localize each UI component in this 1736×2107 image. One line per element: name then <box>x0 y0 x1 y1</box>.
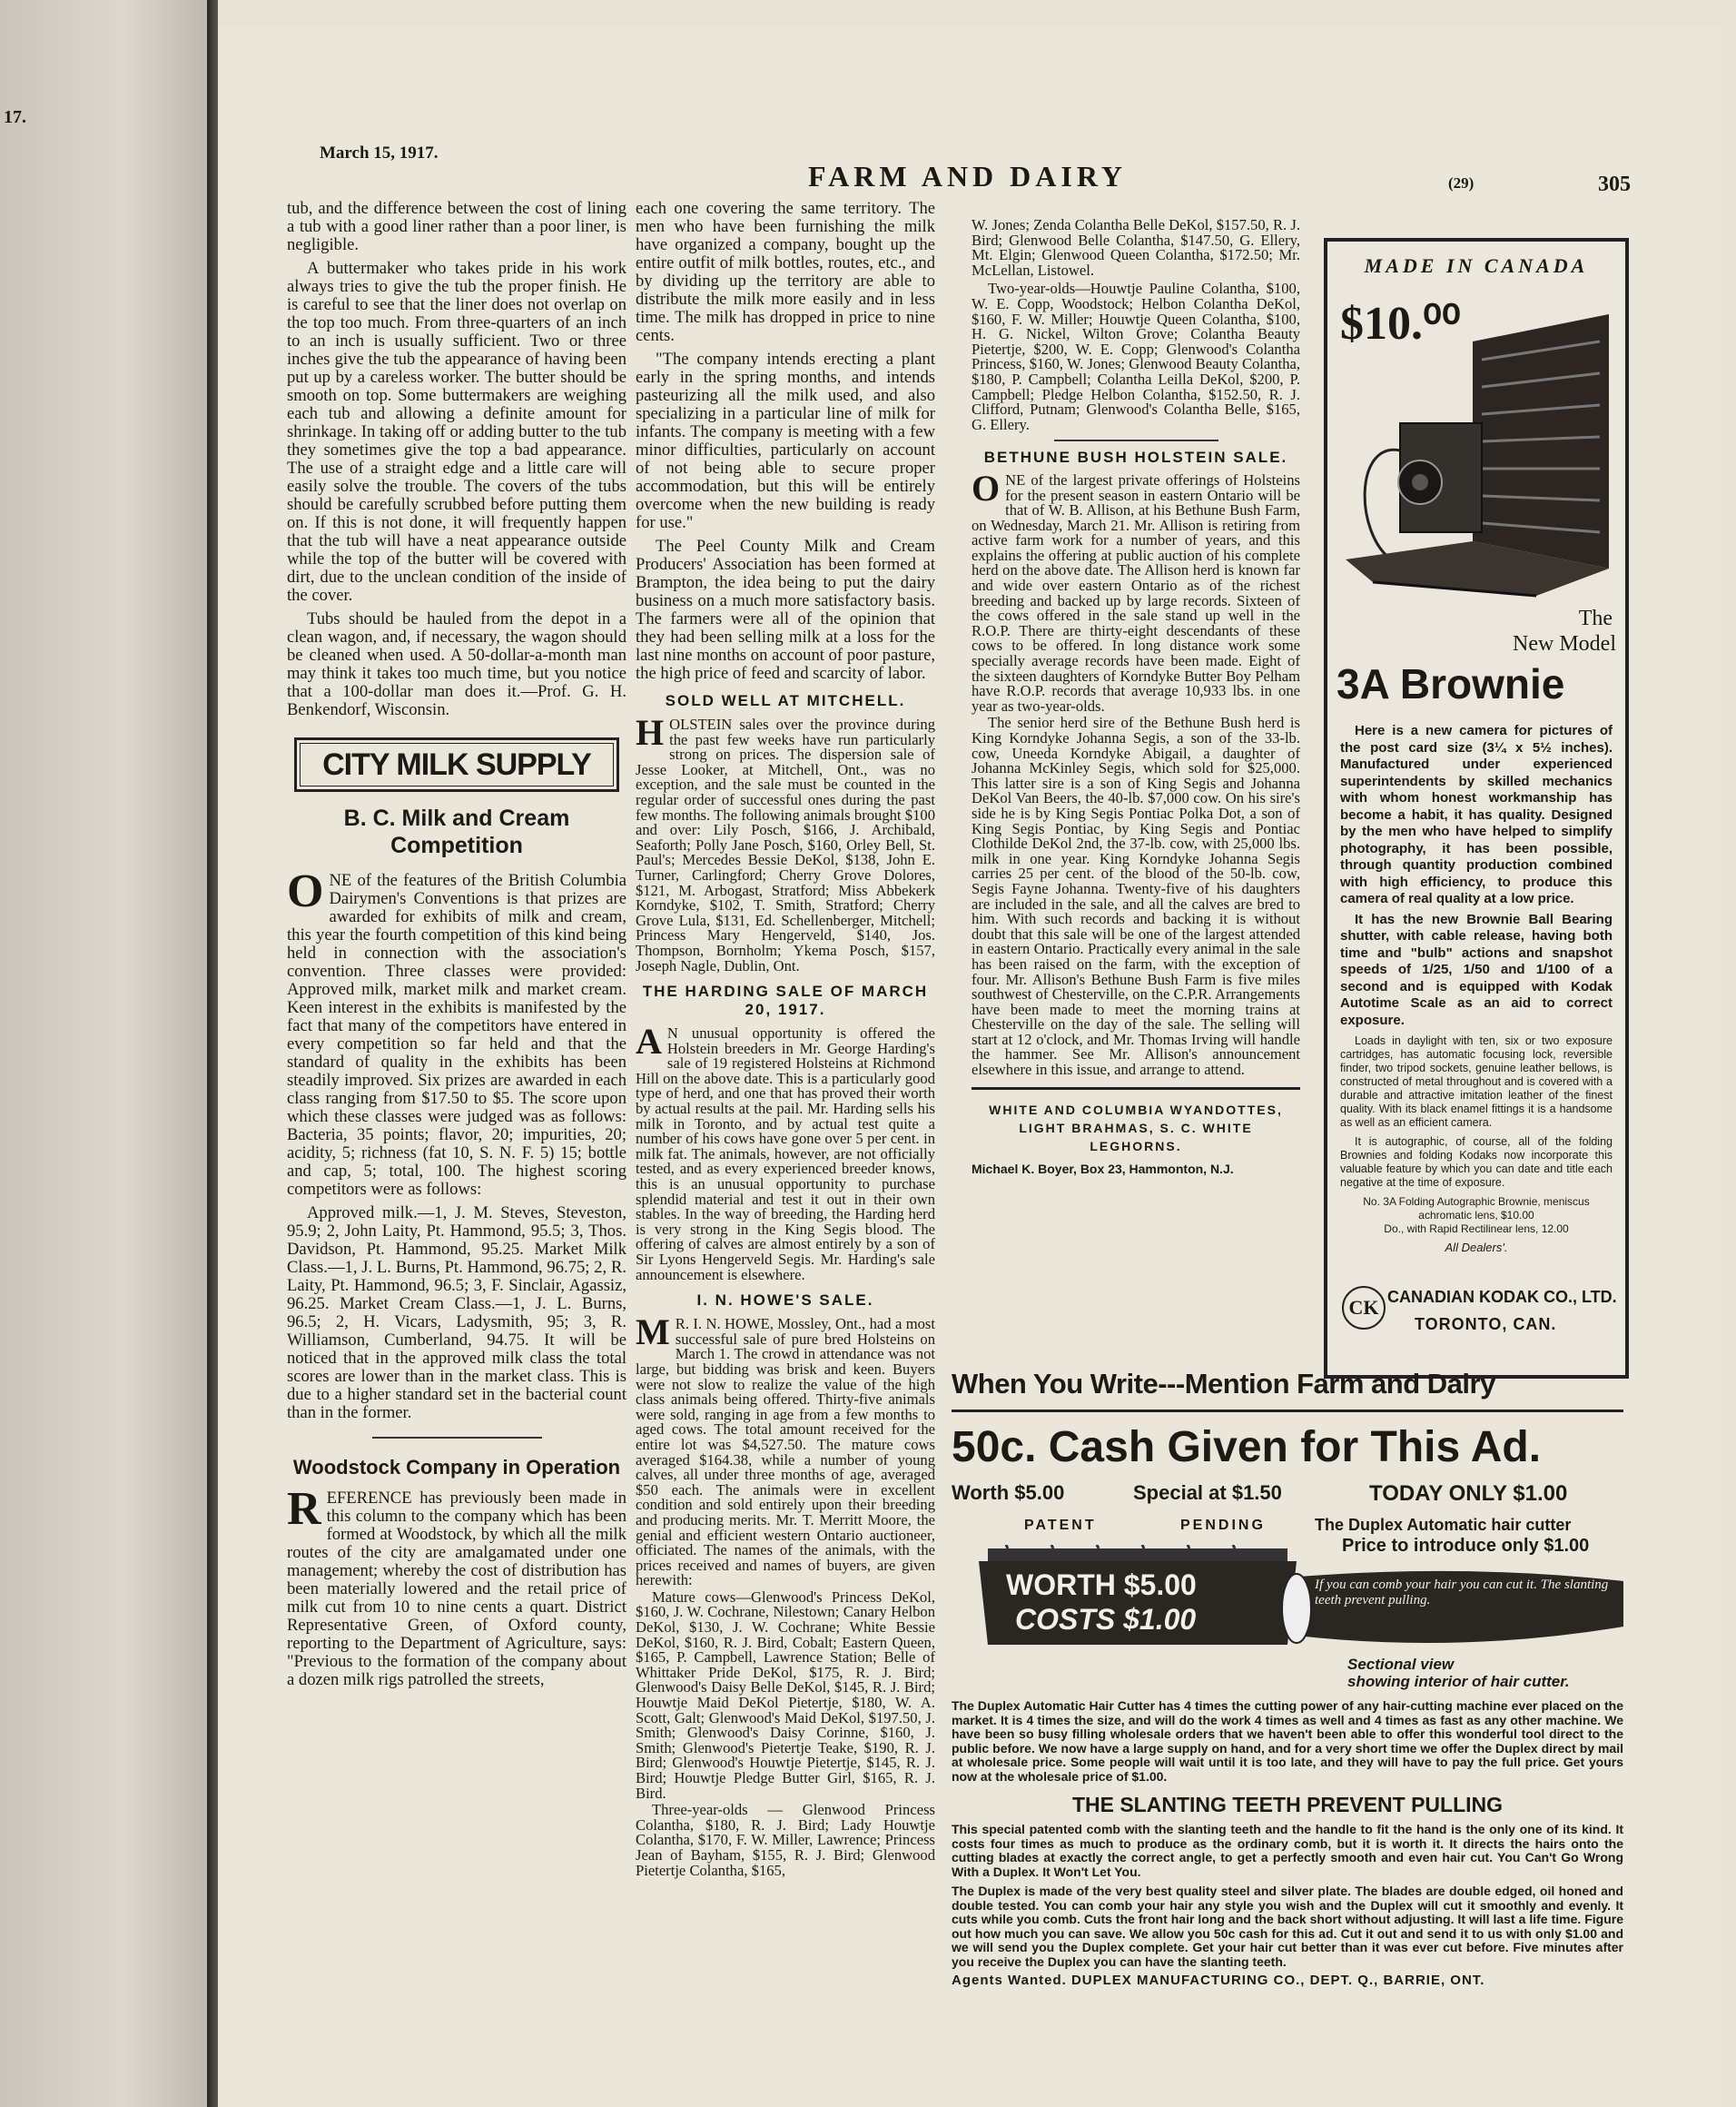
duplex-ad <box>952 1366 1623 1988</box>
duplex-paragraph-1: The Duplex Automatic Hair Cutter has 4 times the cutting power of any hair-cutting machine ever placed on the market. It is 4 times the size, and will do the work 4 times as well and 4 times as fast as any other machine. We have been so busy filling wholesale orders that we haven't been able to offer this wonderful tool direct to the public before. We now have a large supply on hand, and for a very short time we offer the Duplex direct by mail at wholesale price. Some people will wait until it is too late, and they will have to pay the full price. Get yours now at the wholesale price of $1.00. <box>952 1698 1623 1784</box>
heading-howe: I. N. HOWE'S SALE. <box>696 1291 874 1310</box>
duplex-subhead: THE SLANTING TEETH PREVENT PULLING <box>1071 1793 1504 1816</box>
kodak-ad <box>1324 238 1629 1379</box>
bethune-article: ONE of the largest private offerings of Holsteins for the present season in eastern Ontario will be that of W. B. Allison, at his Bethune Bush Farm, on Wednesday, March 21. Mr. Allison is retiring from active farm work for a number of years, and this explains the offering at public auction of his complete herd on the above date. The Allison herd is known far and wide over eastern Ontario as of the richest breeding and backed up by large records. Sixteen of the cows offered in the sale stand up well in the R.O.P. There are thirty-eight descendants of these cows to be offered. In long distance work some specially average records have been made. Eight of the sixteen daughters of Korndyke Butter Boy Pelham have R.O.P. records that average 10,933 lbs. in one year as two-year-olds. The senior herd sire of the Bethune Bush herd is King Korndyke Johanna Segis, a son of the 33-lb. cow, Uneeda Korndyke Abigail, a daughter of Johanna McKinley Segis, which sold for $25,000. This latter sire is a son of King Segis and Johanna DeKol Van Beers, the 40-lb. $7,000 cow. On his sire's side he is by King Segis Pontiac Polka Dot, a son of King Segis Pontiac, by King Segis and Pontiac Clothilde DeKol 2nd, the 37-lb. cow, with 25,000 lbs. milk in one year. King Korndyke Johanna Segis carries 25 per cent. of the blood of the 50-lb. cow, Segis Fayne Johanna. Twenty-five of his daughters are included in the sale, and all the calves are bred to him. With such records and backing it is without doubt that this sale will be one of the largest attended in eastern Ontario. Practically every animal in the sale has been raised on the farm, with the exception of four. Mr. Allison's Bethune Bush Farm is five miles southwest of Chesterville, on the C.P.R. Arrangements have been made to meet the morning trains at Chesterville on the day of the sale. The selling will start at 12 o'clock, and Mr. Thomas Irving will handle the hammer. See Mr. Allison's announcement elsewhere in this issue, and arrange to attend. <box>972 467 1300 1079</box>
sectional-view-label: Sectional view showing interior of hair cutter. <box>1347 1656 1570 1690</box>
drop-cap: A <box>636 1021 662 1063</box>
column-2 <box>636 200 935 1878</box>
special-label: Special at $1.50 <box>1133 1481 1282 1504</box>
mitchell-article: HOLSTEIN sales over the province during the past few weeks have run particularly strong on prices. The dispersion sale of Jesse Looker, at Mitchell, Ont., was no exception, and the sale must be counted in the regular order of successful ones during the past few months. The following animals brought $100 and over: Lily Posch, $166, J. Archibald, Seaforth; Polly Jane Posch, $160, Orley Bell, St. Paul's; Mercedes Bessie DeKol, $138, John E. Turner, Carlingford; Cherry Grove Dolores, $121, M. Arbogast, Stratford; Miss Abbekerk Korndyke, $102, T. Smith, Stratford; Cherry Grove Lula, $131, Ed. Schellenberger, Mitchell; Princess Mary Hengerveld, $140, Jos. Thompson, Bornholm; Ykema Posch, $157, Joseph Nagle, Dublin, Ont. <box>636 712 935 974</box>
section-box <box>294 737 619 792</box>
worth-label: Worth $5.00 <box>952 1481 1065 1504</box>
page-bracket: (29) <box>1448 174 1475 192</box>
howe-mature-cows: Mature cows—Glenwood's Princess DeKol, $160, J. W. Cochrane, Nilestown; Canary Helbon DeKol, $130, J. W. Cochrane; White Bessie DeKol, $160, R. J. Bird, Cobalt; Eastern Queen, $165, P. Campbell, Lawrence Station; Belle of Whittaker Pride DeKol, $175, R. J. Bird; Glenwood's Daisy Belle DeKol, $145, R. J. Bird; Houwtje Maid DeKol Pietertje, $180, W. A. Scott, Galt; Glenwood's Maid DeKol, $197.50, J. Smith; Glenwood's Daisy Corinne, $160, J. Smith; Glenwood's Pietertje Teake, $190, R. J. Bird; Glenwood's Houwtje Pietertje, $145, R. J. Bird; Houwtje Pledge Butter Girl, $165, R. J. Bird. <box>636 1588 935 1802</box>
kodak-logo-icon: CK <box>1342 1286 1386 1330</box>
comb-illustration: PATENT PENDING The Duplex Automatic hair cutter Price to introduce only $1.00 WORTH $5.00 COSTS $1.00 If you can comb your hair you can cut it. The slanting teeth prevent pulling. Sectional view showing interior of hair cutter. <box>952 1514 1623 1692</box>
drop-cap: O <box>972 467 1001 509</box>
howe-three-year-olds: Three-year-olds — Glenwood Princess Colantha, $180, R. J. Bird; Lady Houwtje Colantha, $170, F. W. Miller, Lawrence; Princess Jean of Bayham, $155, R. J. Bird; Glenwood Pietertje Colantha, $165, <box>636 1801 935 1879</box>
page-number: 305 <box>1598 173 1631 196</box>
company-plans: "The company intends erecting a plant early in the spring months, and intends pasteurizing all the milk used, and also specializing in a particular line of milk for infants. The company is meeting with a few minor difficulties, particularly on account of not being able to secure proper accommodation, but this will be entirely overcome when the new building is ready for use." <box>636 350 935 532</box>
model-title: 3A Brownie <box>1337 660 1565 707</box>
drop-cap: R <box>287 1483 321 1535</box>
bc-paragraph-2: Approved milk.—1, J. M. Steves, Steveston, 95.9; 2, John Laity, Pt. Hammond, 95.5; 3, Thos. Davidson, Pt. Hammond, 95.25. Market Milk Class.—1, J. L. Burns, Pt. Hammond, 96.75; 2, R. Laity, Pt. Hammond, 96.5; 3, F. Sinclair, Agassiz, 96.25. Market Cream Class.—1, J. L. Burns, 96.5; 2, H. Vicars, Ladysmith, 95; 3, R. Williamson, Cumberland, 94.75. It will be noticed that in the approved milk class the total scores are lower than in the market class. This is due to a higher standard set in the bacterial count than in the former. <box>287 1203 626 1422</box>
howe-article: M R. I. N. HOWE, Mossley, Ont., had a most successful sale of pure bred Holsteins on March 1. The crowd in attendance was not large, but bidding was brisk and keen. Buyers were not slow to realize the value of the high class animals being offered. Thirty-five animals were sold, ranging in age from a few months to aged cows. The total amount received for the entire lot was $4,527.50. The mature cows averaged $164.38, while a number of young calves, all under three months of age, averaged $50 each. The animals were in excellent condition and sold entirely upon their breeding and producing merits. Mr. T. Merritt Moore, the genial and efficient western Ontario auctioneer, officiated. The names of the animals, with the prices received and names of buyers, are given herewith: Mature cows—Glenwood's Princess DeKol, $160, J. W. Cochrane, Nilestown; Canary Helbon DeKol, $130, J. W. Cochrane; White Bessie DeKol, $160, R. J. Bird, Cobalt; Eastern Queen, $165, P. Campbell, Lawrence Station; Belle of Whittaker Pride DeKol, $175, R. J. Bird; Glenwood's Daisy Belle DeKol, $145, R. J. Bird; Houwtje Maid DeKol Pietertje, $180, W. A. Scott, Galt; Glenwood's Maid DeKol, $197.50, J. Smith; Glenwood's Daisy Corinne, $160, J. Smith; Glenwood's Pietertje Teake, $190, R. J. Bird; Glenwood's Houwtje Pietertje, $145, R. J. Bird; Houwtje Pledge Butter Girl, $165, R. J. Bird. Three-year-olds — Glenwood Princess Colantha, $180, R. J. Bird; Lady Houwtje Colantha, $170, F. W. Miller, Lawrence; Princess Jean of Bayham, $155, R. J. Bird; Glenwood Pietertje Colantha, $165, <box>636 1311 935 1879</box>
divider <box>372 1437 542 1439</box>
divider <box>972 1087 1300 1090</box>
tubs-paragraph: Tubs should be hauled from the depot in a clean wagon, and, if necessary, the wagon should be cleaned when used. A 50-dollar-a-month man may think it takes too much time, but you notice that a 100-dollar man does it.—Prof. G. H. Benkendorf, Wisconsin. <box>287 609 626 719</box>
woodstock-paragraph: REFERENCE has previously been made in this column to the company which has been formed at Woodstock, by which all the milk routes of the city are amalgamated under one management; whereby the cost of distribution has been materially lowered and the retail price of milk cut from 10 to nine cents a quart. District Representative Green, of Oxford county, reporting to the Department of Agriculture, says: "Previous to the formation of the company about a dozen milk rigs patrolled the streets, <box>287 1483 626 1689</box>
article-title-woodstock: Woodstock Company in Operation <box>292 1456 621 1479</box>
column-3 <box>972 218 1300 1177</box>
section-title: CITY MILK SUPPLY <box>300 743 614 786</box>
made-in-canada: MADE IN CANADA <box>1364 254 1589 277</box>
classified-address: Michael K. Boyer, Box 23, Hammonton, N.J. <box>972 1161 1234 1176</box>
divider <box>1054 440 1218 441</box>
kodak-price: $10.⁰⁰ <box>1340 298 1461 350</box>
kodak-company: CANADIAN KODAK CO., LTD. <box>1387 1288 1617 1306</box>
heading-mitchell: SOLD WELL AT MITCHELL. <box>665 692 906 709</box>
duplex-paragraph-3: The Duplex is made of the very best quality steel and silver plate. The blades are double edged, oil honed and double tested. You can comb your hair any style you wish and the Duplex will cut it smoothly and evenly. It cuts while you comb. Cuts the front hair long and the back short without adjusting. It will last a life time. Figure out how much you can save. We allow you 50c cash for this ad. Cut it out and send it to us with only $1.00 and we will send you the Duplex complete. Get your hair cut better than it was ever cut before. Five minutes after you receive the Duplex you can have the slanting teeth. <box>952 1884 1623 1969</box>
duplex-paragraph-2: This special patented comb with the slanting teeth and the handle to fit the hand is the only one of its kind. It costs four times as much to produce as the ordinary comb, but it is worth it. It directs the hairs onto the cutting blades at exactly the correct angle, to get a perfectly smooth and even hair cut. You Can't Go Wrong With a Duplex. It Won't Let You. <box>952 1822 1623 1879</box>
heading-harding: THE HARDING SALE OF MARCH 20, 1917. <box>642 983 929 1019</box>
howe-sales-continued: W. Jones; Zenda Colantha Belle DeKol, $157.50, R. J. Bird; Glenwood Belle Colantha, $147.50, G. Ellery, Mt. Elgin; Glenwood Queen Colantha, $172.50; Mr. McLellan, Listowel. <box>972 216 1300 279</box>
bethune-herd-sire: The senior herd sire of the Bethune Bush herd is King Korndyke Johanna Segis, a son of the 33-lb. cow, Uneeda Korndyke Abigail, a daughter of Johanna McKinley Segis, which sold for $25,000. This latter sire is a son of King Segis and Johanna DeKol Van Beers, the 40-lb. $7,000 cow. On his sire's side he is by King Segis Pontiac Polka Dot, a son of King Segis Pontiac, by King Segis and Pontiac Clothilde DeKol 2nd, the 37-lb. cow, with 25,000 lbs. milk in one year. King Korndyke Johanna Segis carries 25 per cent. of the blood of the 50-lb. cow, Segis Fayne Johanna. Twenty-five of his daughters are included in the sale, and all the calves are bred to him. With such records and backing it is without doubt that this sale will be one of the largest attended in eastern Ontario. Practically every animal in the sale has been raised on the farm, with the exception of four. Mr. Allison's Bethune Bush Farm is five miles southwest of Chesterville, on the C.P.R. Arrangements have been made to meet the morning trains at Chesterville on the day of the sale. The selling will start at 12 o'clock, and Mr. Thomas Irving will handle the hammer. See Mr. Allison's announcement elsewhere in this issue, and arrange to attend. <box>972 714 1300 1079</box>
issue-date: March 15, 1917. <box>320 143 439 163</box>
harding-article: A N unusual opportunity is offered the Holstein breeders in Mr. George Harding's sale of 19 registered Holsteins at Richmond Hill on the above date. This is a particularly good type of herd, and one that has proved their worth by actual results at the pail. Mr. Harding sells his milk in Toronto, and by actual test quite a number of his cows have gone over 5 per cent. in milk fat. The animals, however, are not officially tested, and as every experienced breeder knows, this is an unusual opportunity to purchase splendid material and test it out in their own stables. In the way of breeding, the Harding herd is very strong in the King Segis blood. The offering of calves are almost entirely by a son of Sir Lyons Hengerveld Segis. Mr. Harding's sale announcement is elsewhere. <box>636 1021 935 1283</box>
binding-shadow <box>207 0 218 2107</box>
previous-page-number: 17. <box>4 107 26 127</box>
bc-paragraph-1: ONE of the features of the British Columbia Dairymen's Conventions is that prizes are awarded for exhibits of milk and cream, this year the fourth competition of this kind being held in connection with the association's convention. Three classes were provided: Approved milk, market milk and market cream. Keen interest in the exhibits is manifested by the fact that many of the competitors have entered in every competition so far held and that the standard of quality in the exhibits has been steadily improved. Six prizes are awarded in each class ranging from $17.50 to $5. The score upon which these classes were judged was as follows: Bacteria, 35 points; flavor, 20; impurities, 20; acidity, 5; richness (fat 10, S. N. F. 5) 15; bottle and cap, 5; total, 100. The highest scoring competitors were as follows: <box>287 866 626 1199</box>
woodstock-continued: each one covering the same territory. The men who have been furnishing the milk have organized a company, bought up the entire outfit of milk bottles, routes, etc., and by dividing up the territory are able to distribute the milk more easily and in less time. The milk has dropped in price to nine cents. <box>636 199 935 345</box>
price-row <box>952 1474 1623 1514</box>
previous-page-edge <box>0 0 207 2107</box>
mention-banner: When You Write---Mention Farm and Dairy <box>952 1366 1623 1412</box>
article-title-bc: B. C. Milk and Cream Competition <box>343 806 570 858</box>
duplex-headline: 50c. Cash Given for This Ad. <box>952 1423 1542 1471</box>
heading-bethune: BETHUNE BUSH HOLSTEIN SALE. <box>983 449 1288 467</box>
howe-two-year-olds: Two-year-olds—Houwtje Pauline Colantha, $100, W. E. Copp, Woodstock; Helbon Colantha DeKol, $160, F. W. Miller; Houwtje Queen Colantha, $100, H. G. Nickel, Wilton Grove; Colantha Beauty Pietertje, $200, W. E. Copp; Glenwood's Colantha Princess, $160, W. Jones; Glenwood Beauty Colantha, $180, P. Campbell; Colantha Leilla DeKol, $200, P. Campbell; Pledge Helbon Colantha, $152.50, R. J. Clifford, Putnam; Glenwood's Colantha Belle, $165, G. Ellery. <box>972 280 1300 433</box>
masthead: FARM AND DAIRY <box>808 160 1127 193</box>
the-label: The <box>1578 607 1613 630</box>
kodak-city: TORONTO, CAN. <box>1415 1315 1557 1333</box>
column-1 <box>287 200 626 1695</box>
camera-illustration <box>1337 305 1618 650</box>
buttermaker-paragraph: A buttermaker who takes pride in his work always tries to give the tub the proper finish. He is careful to see that the liner does not overlap on the top too much. From three-quarters of an inch to an inch is usually sufficient. Two or three inches give the tub the appearance of having been put up by a careless worker. The butter should be smooth on top. Some buttermakers are weighing each tub and allowing a definite amount for shrinkage. In taking off or adding butter to the tub they sometimes give the top a bad appearance. The use of a straight edge and a little care will easily solve the trouble. The covers of the tubs should be carefully scrubbed before putting them on. If this is not done, it will frequently happen that the tub will have a neat appearance outside while the top of the butter will be covered with dirt, due to the unclean condition of the inside of the cover. <box>287 259 626 605</box>
kodak-body: Here is a new camera for pictures of the post card size (3¼ x 5½ inches). Manufactured under experienced superintendents by skilled mechanics with whom honest workmanship has become a habit, it has quality. Designed by the men who have helped to simplify photography, it has been possible, through quantity production combined with high efficiency, to produce this camera of real quality at a low price. It has the new Brownie Ball Bearing shutter, with cable release, having both time and "bulb" actions and snapshot speeds of 1/25, 1/50 and 1/100 of a second and is equipped with Kodak Autotime Scale as an aid to correct exposure. Loads in daylight with ten, six or two exposure cartridges, has automatic focusing lock, reversible finder, two tripod sockets, genuine leather bellows, is constructed of metal throughout and is covered with a durable and attractive imitation leather of the finest quality. With its black enamel fittings it is a handsome as well as an efficient camera. It is autographic, of course, all of the folding Brownies and folding Kodaks now incorporate this valuable feature by which you can date and title each negative at the time of exposure. No. 3A Folding Autographic Brownie, meniscus achromatic lens, $10.00 Do., with Rapid Rectilinear lens, 12.00 All Dealers'. <box>1340 723 1613 1254</box>
new-model-label: New Model <box>1513 632 1616 656</box>
drop-cap: H <box>636 712 665 753</box>
classified-heading: WHITE AND COLUMBIA WYANDOTTES, LIGHT BRAHMAS, S. C. WHITE LEGHORNS. <box>989 1102 1283 1153</box>
duplex-footer: Agents Wanted. DUPLEX MANUFACTURING CO., DEPT. Q., BARRIE, ONT. <box>952 1973 1485 1988</box>
drop-cap: M <box>636 1311 670 1353</box>
drop-cap: O <box>287 866 324 917</box>
today-label: TODAY ONLY $1.00 <box>1369 1481 1568 1506</box>
peel-county: The Peel County Milk and Cream Producers' Association has been formed at Brampton, the idea being to put the dairy business on a much more satisfactory basis. The farmers were all of the opinion that they had been selling milk at a loss for the last nine months on account of poor pasture, the high price of feed and scarcity of labor. <box>636 537 935 683</box>
article-tail: tub, and the difference between the cost of lining a tub with a good liner rather than a poor liner, is negligible. <box>287 199 626 254</box>
